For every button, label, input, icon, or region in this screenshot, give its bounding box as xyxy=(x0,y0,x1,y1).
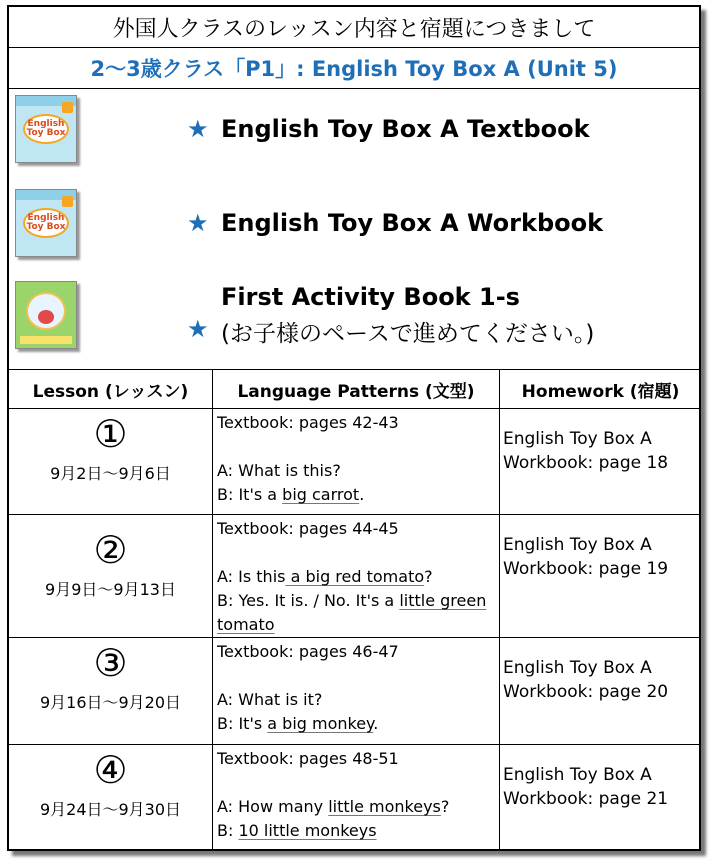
homework-page: Workbook: page 21 xyxy=(503,789,669,809)
pattern-b: B: It's a big carrot. xyxy=(217,485,365,504)
patterns-cell xyxy=(213,638,500,745)
star-icon: ★ xyxy=(187,315,209,343)
book-activity xyxy=(9,281,699,349)
table-row xyxy=(9,409,701,515)
homework-page: Workbook: page 18 xyxy=(503,453,669,473)
header-language-patterns: Language Patterns (文型) xyxy=(213,370,500,409)
lesson-number: ① xyxy=(93,412,128,456)
book-title-text: First Activity Book 1-s xyxy=(221,282,520,311)
activity-book-cover-image xyxy=(15,281,77,349)
homework-cell xyxy=(500,515,702,638)
homework-cell xyxy=(500,745,702,849)
textbook-pages: Textbook: pages 42-43 xyxy=(217,413,399,432)
lesson-date: 9月2日〜9月6日 xyxy=(50,464,171,483)
table-row xyxy=(9,515,701,638)
lesson-cell xyxy=(9,638,213,745)
book-workbook xyxy=(9,189,699,257)
textbook-pages: Textbook: pages 48-51 xyxy=(217,749,399,768)
book-title: English Toy Box A Textbook xyxy=(221,115,590,143)
cover-badge xyxy=(62,196,73,207)
cover-badge xyxy=(62,102,73,113)
homework-book: English Toy Box A xyxy=(503,658,652,678)
homework-page: Workbook: page 20 xyxy=(503,682,669,702)
cover-art xyxy=(38,310,54,324)
pattern-b: B: Yes. It is. / No. It's a little green tomato xyxy=(217,591,487,634)
lesson-number: ④ xyxy=(93,748,128,792)
book-title xyxy=(221,283,594,348)
homework-book: English Toy Box A xyxy=(503,429,652,449)
class-subtitle: 2〜3歳クラス「P1」: English Toy Box A (Unit 5) xyxy=(9,48,699,89)
book-note: (お子様のペースで進めてください。) xyxy=(221,320,595,347)
lesson-number: ③ xyxy=(93,641,128,685)
lesson-date: 9月16日〜9月20日 xyxy=(39,693,182,712)
pattern-a: A: How many little monkeys? xyxy=(217,797,450,816)
workbook-cover-image xyxy=(15,189,77,257)
table-row xyxy=(9,638,701,745)
star-icon: ★ xyxy=(187,209,209,237)
lesson-date: 9月24日〜9月30日 xyxy=(39,800,182,819)
pattern-b: B: 10 little monkeys xyxy=(217,821,377,840)
pattern-a: A: What is this? xyxy=(217,461,341,480)
pattern-a: A: What is it? xyxy=(217,690,323,709)
book-title: English Toy Box A Workbook xyxy=(221,209,604,237)
lesson-cell xyxy=(9,515,213,638)
book-textbook xyxy=(9,95,699,163)
pattern-a: A: Is this a big red tomato? xyxy=(217,567,433,586)
pattern-b: B: It's a big monkey. xyxy=(217,714,379,733)
lesson-cell xyxy=(9,745,213,849)
patterns-cell xyxy=(213,515,500,638)
patterns-cell xyxy=(213,745,500,849)
table-header-row xyxy=(9,370,701,409)
lesson-date: 9月9日〜9月13日 xyxy=(45,580,176,599)
homework-book: English Toy Box A xyxy=(503,535,652,555)
cover-logo: English Toy Box xyxy=(23,208,69,238)
document-title: 外国人クラスのレッスン内容と宿題につきまして xyxy=(9,7,699,48)
cover-strip xyxy=(20,336,72,344)
lesson-table xyxy=(9,370,701,849)
lesson-cell xyxy=(9,409,213,515)
textbook-pages: Textbook: pages 46-47 xyxy=(217,642,399,661)
patterns-cell xyxy=(213,409,500,515)
lesson-number: ② xyxy=(93,528,128,572)
homework-cell xyxy=(500,638,702,745)
star-icon: ★ xyxy=(187,115,209,143)
cover-logo: English Toy Box xyxy=(23,114,69,144)
document-frame xyxy=(7,5,701,851)
homework-page: Workbook: page 19 xyxy=(503,559,669,579)
header-homework: Homework (宿題) xyxy=(500,370,702,409)
homework-cell xyxy=(500,409,702,515)
textbook-cover-image xyxy=(15,95,77,163)
book-list xyxy=(9,89,699,370)
homework-book: English Toy Box A xyxy=(503,765,652,785)
header-lesson: Lesson (レッスン) xyxy=(9,370,213,409)
table-row xyxy=(9,745,701,849)
textbook-pages: Textbook: pages 44-45 xyxy=(217,519,399,538)
